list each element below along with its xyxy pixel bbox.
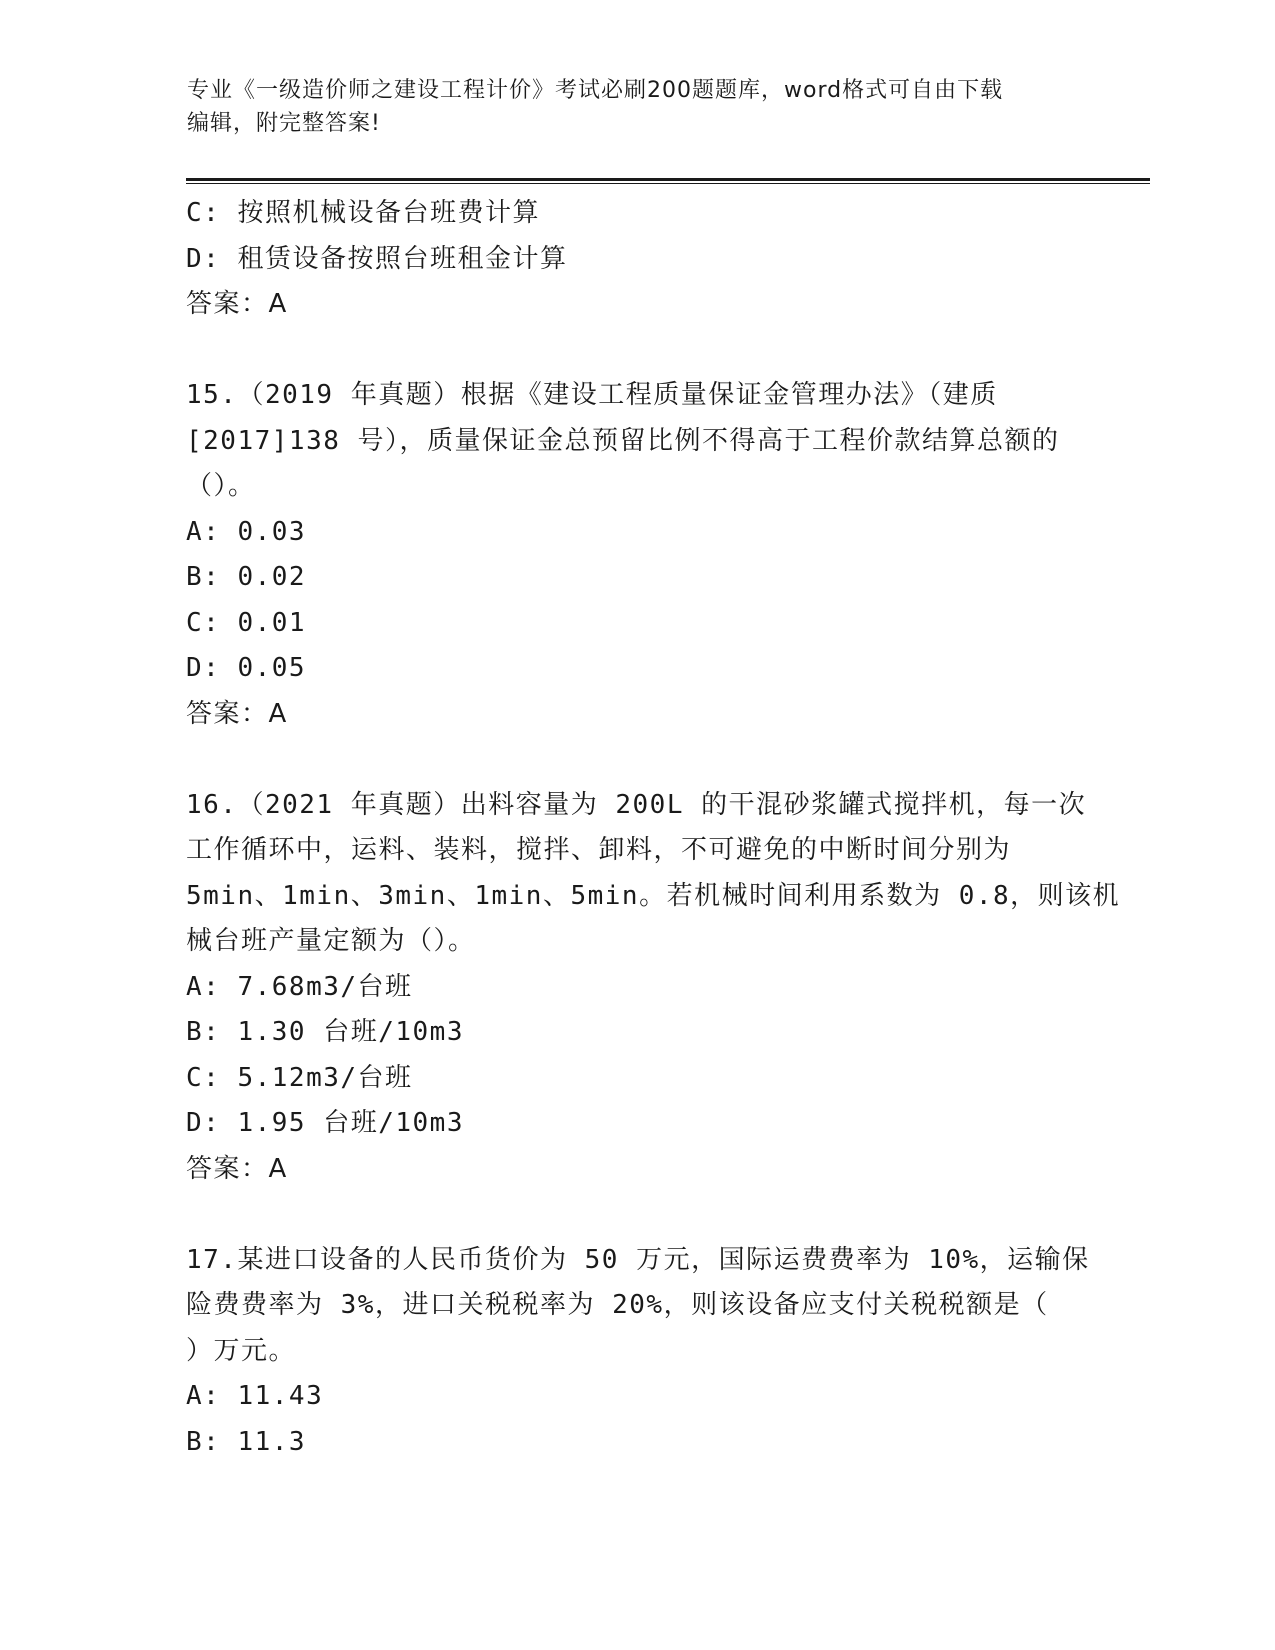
spacer [186, 737, 1086, 783]
option-a: A: 7.68m3/台班 [186, 971, 413, 1002]
answer-line: 答案：A [186, 698, 288, 729]
option-d: D: 0.05 [186, 653, 307, 683]
page-header [187, 74, 1087, 140]
question-17 [186, 1238, 1090, 1466]
question-text-line: 险费费率为 3%，进口关税税率为 20%，则该设备应支付关税税额是（ [186, 1290, 1049, 1320]
question-text-line: 5min、1min、3min、1min、5min。若机械时间利用系数为 0.8，则该机 [186, 880, 1121, 911]
question-text-line: [2017]138 号），质量保证金总预留比例不得高于工程价款结算总额的 [186, 425, 1060, 456]
question-text-line: 械台班产量定额为（）。 [186, 926, 476, 956]
question-text-line: 15.（2019 年真题）根据《建设工程质量保证金管理办法》（建质 [186, 380, 998, 410]
header-line-1: 专业《一级造价师之建设工程计价》考试必刷200题题库，word格式可自由下载 [187, 78, 1004, 103]
option-c: C: 按照机械设备台班费计算 [186, 198, 540, 228]
header-divider-thin [186, 183, 1150, 184]
option-d: D: 租赁设备按照台班租金计算 [186, 243, 568, 274]
header-divider-thick [186, 178, 1150, 181]
question-text-line: 工作循环中，运料、装料，搅拌、卸料，不可避免的中断时间分别为 [186, 835, 1012, 865]
option-b: B: 0.02 [186, 562, 307, 592]
spacer [186, 328, 1086, 374]
option-a: A: 0.03 [186, 516, 307, 547]
question-16 [186, 783, 1121, 1193]
spacer [186, 1192, 1086, 1238]
option-c: C: 5.12m3/台班 [186, 1062, 413, 1093]
answer-line: 答案：A [186, 289, 288, 319]
question-15 [186, 373, 1086, 737]
previous-question-tail [186, 191, 1086, 328]
question-text-line: 17.某进口设备的人民币货价为 50 万元，国际运费费率为 10%，运输保 [186, 1244, 1090, 1275]
question-content [186, 191, 1121, 1465]
question-text-line: （）。 [186, 471, 256, 501]
option-d: D: 1.95 台班/10m3 [186, 1108, 464, 1138]
option-a: A: 11.43 [186, 1381, 324, 1411]
question-text-line: 16.（2021 年真题）出料容量为 200L 的干混砂浆罐式搅拌机，每一次 [186, 789, 1087, 820]
answer-line: 答案：A [186, 1153, 288, 1184]
question-text-line: ）万元。 [186, 1335, 297, 1366]
option-b: B: 1.30 台班/10m3 [186, 1017, 464, 1047]
option-b: B: 11.3 [186, 1426, 307, 1457]
option-c: C: 0.01 [186, 607, 307, 638]
header-line-2: 编辑，附完整答案! [187, 111, 381, 136]
